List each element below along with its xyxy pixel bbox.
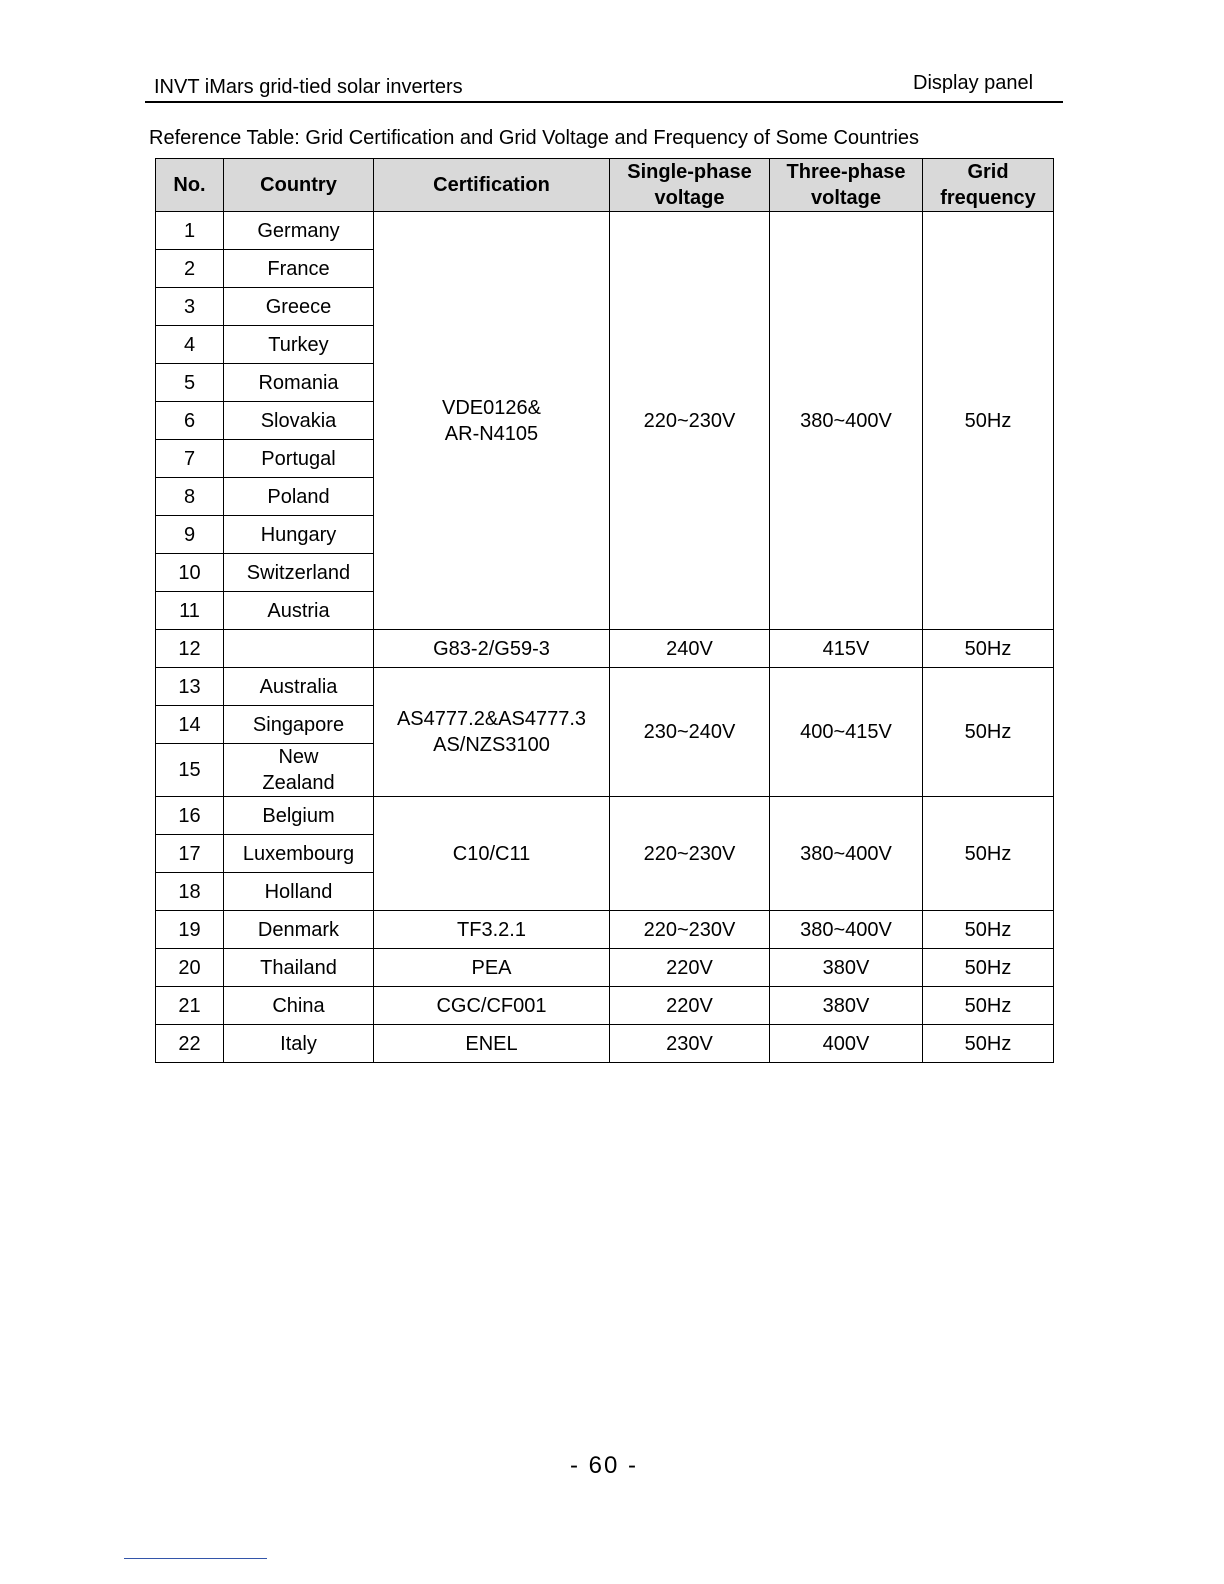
cell-country: Poland <box>224 478 374 516</box>
cell-no: 4 <box>156 326 224 364</box>
cell-no: 5 <box>156 364 224 402</box>
footnote-rule <box>124 1558 267 1559</box>
cell-single-phase: 220~230V <box>610 212 770 630</box>
table-row <box>156 630 1054 668</box>
cell-three-phase: 380~400V <box>770 212 923 630</box>
cell-grid-frequency: 50Hz <box>923 797 1054 911</box>
cell-no: 8 <box>156 478 224 516</box>
cell-grid-frequency: 50Hz <box>923 668 1054 797</box>
cell-grid-frequency: 50Hz <box>923 987 1054 1025</box>
cell-country: Slovakia <box>224 402 374 440</box>
running-header-title: INVT iMars grid-tied solar inverters <box>154 76 463 98</box>
cell-certification: TF3.2.1 <box>374 911 610 949</box>
cell-grid-frequency: 50Hz <box>923 949 1054 987</box>
cell-country: Portugal <box>224 440 374 478</box>
col-header-line: Grid <box>967 161 1009 183</box>
col-header-line: frequency <box>940 187 1036 209</box>
cell-no: 13 <box>156 668 224 706</box>
cell-three-phase: 380~400V <box>770 911 923 949</box>
cell-three-phase: 400V <box>770 1025 923 1063</box>
cell-grid-frequency: 50Hz <box>923 1025 1054 1063</box>
col-header-line: Single-phase <box>627 161 752 183</box>
cell-three-phase: 400~415V <box>770 668 923 797</box>
cell-line: AR-N4105 <box>444 422 539 445</box>
cell-line: VDE0126& <box>442 396 541 419</box>
cell-single-phase: 220~230V <box>610 797 770 911</box>
cell-certification: G83-2/G59-3 <box>374 630 610 668</box>
cell-country: Hungary <box>224 516 374 554</box>
cell-three-phase: 380V <box>770 949 923 987</box>
cell-country: Thailand <box>224 949 374 987</box>
col-header-country: Country <box>224 159 374 212</box>
cell-three-phase: 380~400V <box>770 797 923 911</box>
cell-grid-frequency: 50Hz <box>923 212 1054 630</box>
cell-no: 10 <box>156 554 224 592</box>
cell-grid-frequency: 50Hz <box>923 630 1054 668</box>
cell-no: 6 <box>156 402 224 440</box>
table-row <box>156 1025 1054 1063</box>
cell-line: AS4777.2&AS4777.3 <box>396 708 587 730</box>
table-row <box>156 668 1054 706</box>
cell-no: 3 <box>156 288 224 326</box>
header-divider <box>145 101 1063 103</box>
cell-certification: ENEL <box>374 1025 610 1063</box>
cell-three-phase: 380V <box>770 987 923 1025</box>
cell-no: 20 <box>156 949 224 987</box>
cell-single-phase: 230~240V <box>610 668 770 797</box>
col-header-line: voltage <box>810 187 882 209</box>
cell-line: Zealand <box>262 772 335 794</box>
cell-single-phase: 230V <box>610 1025 770 1063</box>
cell-no: 7 <box>156 440 224 478</box>
col-header-certification: Certification <box>374 159 610 212</box>
table-header-row <box>156 159 1054 212</box>
col-header-three-phase <box>770 159 923 212</box>
grid-certification-table <box>155 158 1054 1063</box>
cell-no: 12 <box>156 630 224 668</box>
cell-no: 14 <box>156 706 224 744</box>
table-row <box>156 987 1054 1025</box>
cell-no: 11 <box>156 592 224 630</box>
cell-country: Turkey <box>224 326 374 364</box>
cell-single-phase: 220V <box>610 949 770 987</box>
table-row <box>156 797 1054 835</box>
cell-grid-frequency: 50Hz <box>923 911 1054 949</box>
cell-no: 19 <box>156 911 224 949</box>
cell-country: Holland <box>224 873 374 911</box>
cell-no: 21 <box>156 987 224 1025</box>
cell-line: AS/NZS3100 <box>433 734 550 756</box>
cell-certification: CGC/CF001 <box>374 987 610 1025</box>
cell-no: 1 <box>156 212 224 250</box>
col-header-single-phase <box>610 159 770 212</box>
cell-no: 18 <box>156 873 224 911</box>
table-row <box>156 949 1054 987</box>
col-header-line: voltage <box>654 187 725 209</box>
col-header-no: No. <box>156 159 224 212</box>
cell-country: France <box>224 250 374 288</box>
cell-certification <box>374 212 610 630</box>
cell-country: Switzerland <box>224 554 374 592</box>
col-header-grid-frequency <box>923 159 1054 212</box>
cell-country: Singapore <box>224 706 374 744</box>
cell-single-phase: 240V <box>610 630 770 668</box>
cell-no: 2 <box>156 250 224 288</box>
cell-country: Austria <box>224 592 374 630</box>
cell-line: New <box>278 746 319 768</box>
cell-certification: C10/C11 <box>374 797 610 911</box>
cell-country: Italy <box>224 1025 374 1063</box>
cell-three-phase: 415V <box>770 630 923 668</box>
cell-certification <box>374 668 610 797</box>
cell-certification: PEA <box>374 949 610 987</box>
cell-country: China <box>224 987 374 1025</box>
cell-single-phase: 220V <box>610 987 770 1025</box>
table-caption: Reference Table: Grid Certification and Grid Voltage and Frequency of Some Countries <box>149 127 920 149</box>
cell-no: 22 <box>156 1025 224 1063</box>
cell-country: Denmark <box>224 911 374 949</box>
cell-country: Romania <box>224 364 374 402</box>
cell-no: 16 <box>156 797 224 835</box>
cell-country: Luxembourg <box>224 835 374 873</box>
cell-country <box>224 630 374 668</box>
page-number: - 60 - <box>569 1452 638 1479</box>
cell-no: 9 <box>156 516 224 554</box>
cell-no: 15 <box>156 744 224 797</box>
cell-country: Germany <box>224 212 374 250</box>
table-row <box>156 212 1054 250</box>
running-header-section: Display panel <box>913 72 1034 94</box>
cell-country: Belgium <box>224 797 374 835</box>
cell-country: Australia <box>224 668 374 706</box>
col-header-line: Three-phase <box>786 161 906 183</box>
table-row <box>156 911 1054 949</box>
cell-country: Greece <box>224 288 374 326</box>
cell-country <box>224 744 374 797</box>
cell-no: 17 <box>156 835 224 873</box>
cell-single-phase: 220~230V <box>610 911 770 949</box>
